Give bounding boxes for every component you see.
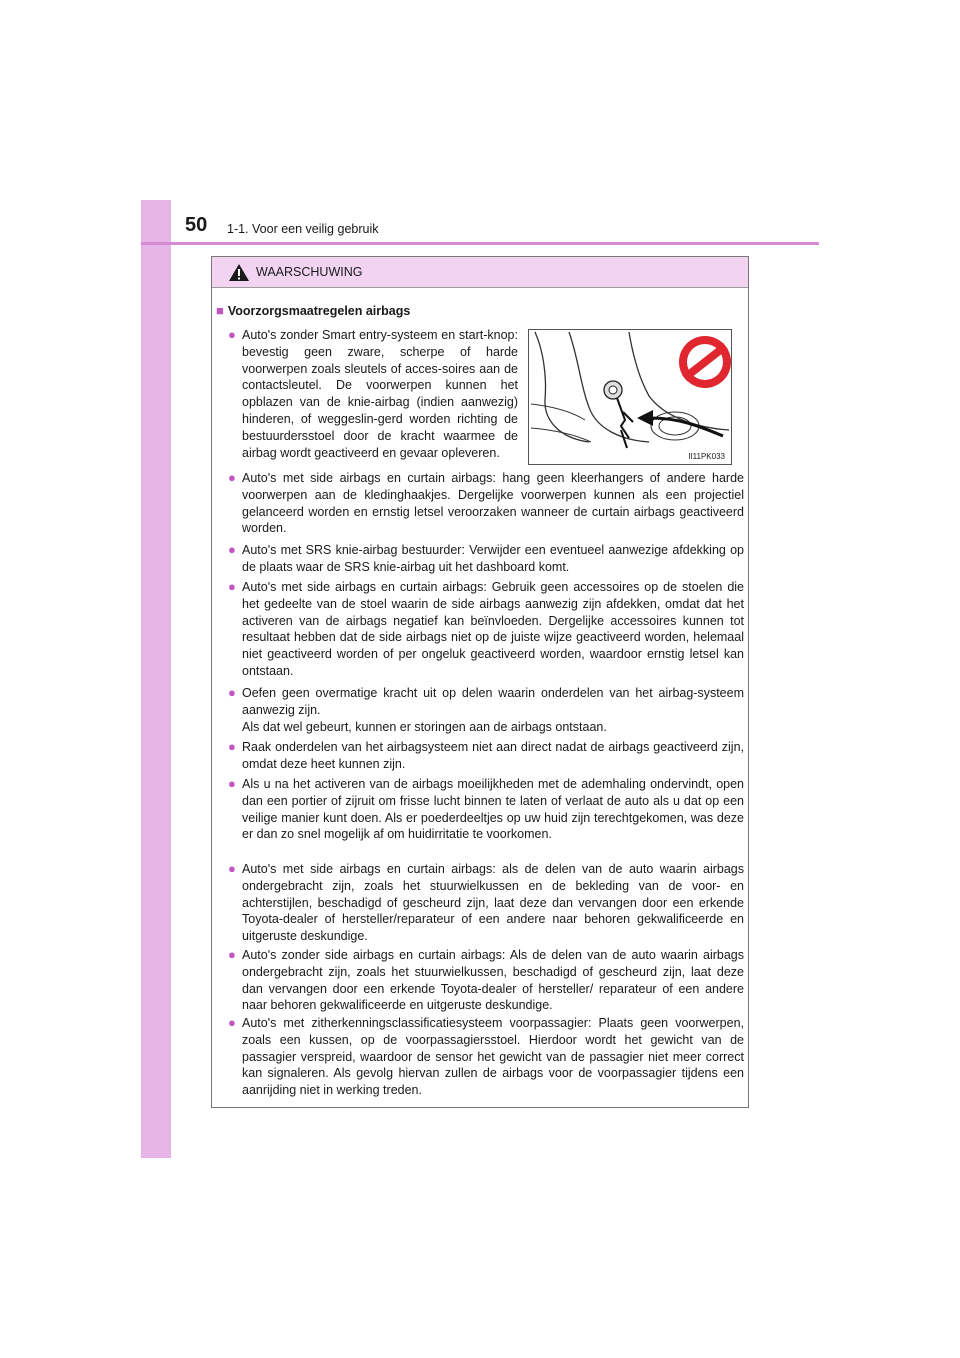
page-number: 50 bbox=[185, 214, 208, 236]
illustration-drawing bbox=[529, 330, 731, 464]
list-item: ● Auto's met side airbags en curtain airbags: als de delen van de auto waarin airbags ondergebracht zijn, zoals het stuurwielkussen en de bekleding van de voor- en achterstijlen, beschadigd of gescheurd zijn, laat deze dan vervangen door een erkende Toyota-dealer of hersteller/reparateur of een andere naar behoren gekwalificeerde en uitgeruste deskundige. bbox=[228, 861, 744, 944]
list-item: ● Oefen geen overmatige kracht uit op delen waarin onderdelen van het airbag-systeem aanwezig zijn. Als dat wel gebeurt, kunnen er storingen aan de airbags ontstaan. bbox=[228, 685, 744, 734]
square-bullet-icon: ■ bbox=[216, 303, 224, 318]
key-airbag-illustration bbox=[528, 329, 732, 465]
list-item: ● Auto's met zitherkenningsclassificatiesysteem voorpassagier: Plaats geen voorwerpen, zoals een kussen, op de voorpassagiersstoel. Hierdoor wordt het gewicht van de passagier verspreid, waardoor de sensor het gewicht van de passagier niet meer correct kan signaleren. Als gevolg hiervan zullen de airbags voor de voorpassagier tijdens een aanrijding niet in werking treden. bbox=[228, 1015, 744, 1098]
section-title: 1-1. Voor een veilig gebruik bbox=[227, 222, 379, 236]
list-item: ● Als u na het activeren van de airbags moeilijkheden met de ademhaling ondervindt, open dan een portier of zijruit om frisse lucht binnen te laten of verlaat de auto als u dat op een veilige manier kunt doen. Als er poederdeeltjes op uw huid zijn terechtgekomen, was deze er dan zo snel mogelijk af om huidirritatie te voorkomen. bbox=[228, 776, 744, 842]
list-item: ● Raak onderdelen van het airbagsysteem niet aan direct nadat de airbags geactiveerd zijn, omdat deze heet kunnen zijn. bbox=[228, 739, 744, 771]
round-bullet-icon: ● bbox=[228, 327, 236, 342]
list-item: ● Auto's met side airbags en curtain airbags: hang geen kleerhangers of andere harde voorwerpen aan de kledinghaakjes. Dergelijke voorwerpen kunnen als een projectiel gelanceerd worden en ernstig letsel veroorzaken wanneer de curtain airbags geactiveerd worden. bbox=[228, 470, 744, 536]
warning-header bbox=[212, 257, 748, 288]
figure-code: II11PK033 bbox=[688, 452, 725, 461]
round-bullet-icon: ● bbox=[228, 739, 236, 754]
round-bullet-icon: ● bbox=[228, 861, 236, 876]
list-item: ● Auto's met SRS knie-airbag bestuurder: Verwijder een eventueel aanwezige afdekking op de plaats waar de SRS knie-airbag uit het dashboard komt. bbox=[228, 542, 744, 574]
header-divider bbox=[141, 242, 819, 245]
round-bullet-icon: ● bbox=[228, 685, 236, 700]
chapter-sidebar bbox=[141, 200, 171, 1158]
round-bullet-icon: ● bbox=[228, 579, 236, 594]
subheading-text: Voorzorgsmaatregelen airbags bbox=[227, 304, 411, 318]
round-bullet-icon: ● bbox=[228, 1015, 236, 1030]
list-item: ● Auto's met side airbags en curtain airbags: Gebruik geen accessoires op de stoelen die het gedeelte van de stoel waarin de side airbags aanwezig zijn afdekken, omdat dat het activeren van de airbags negatief kan beïnvloeden. Dergelijke accessoires kunnen tot resultaat hebben dat de side airbags niet op de juiste wijze geactiveerd worden, helemaal niet geactiveerd worden of per ongeluk geactiveerd worden, waardoor ernstig letsel kan ontstaan. bbox=[228, 579, 744, 678]
round-bullet-icon: ● bbox=[228, 542, 236, 557]
warning-label: WAARSCHUWING bbox=[256, 265, 363, 279]
list-item: ● Auto's zonder side airbags en curtain airbags: Als de delen van de auto waarin airbags ondergebracht zijn, zoals het stuurwielkussen, beschadigd of gescheurd zijn, laat deze dan vervangen door een erkende Toyota-dealer of hersteller/ reparateur of een andere naar behoren gekwalificeerde en uitgeruste deskundige. bbox=[228, 947, 744, 1013]
warning-subheading bbox=[216, 303, 410, 318]
warning-box bbox=[211, 256, 749, 1108]
round-bullet-icon: ● bbox=[228, 776, 236, 791]
round-bullet-icon: ● bbox=[228, 470, 236, 485]
warning-triangle-icon bbox=[228, 263, 250, 282]
list-item: ● Auto's zonder Smart entry-systeem en start-knop: bevestig geen zware, scherpe of harde voorwerpen zoals sleutels of acces-soires aan de contactsleutel. De voorwerpen kunnen het opblazen van de knie-airbag (indien aanwezig) hinderen, of weggeslin-gerd worden richting de bestuurdersstoel door de kracht waarmee de airbag wordt geactiveerd en gevaar opleveren. bbox=[228, 327, 518, 460]
round-bullet-icon: ● bbox=[228, 947, 236, 962]
